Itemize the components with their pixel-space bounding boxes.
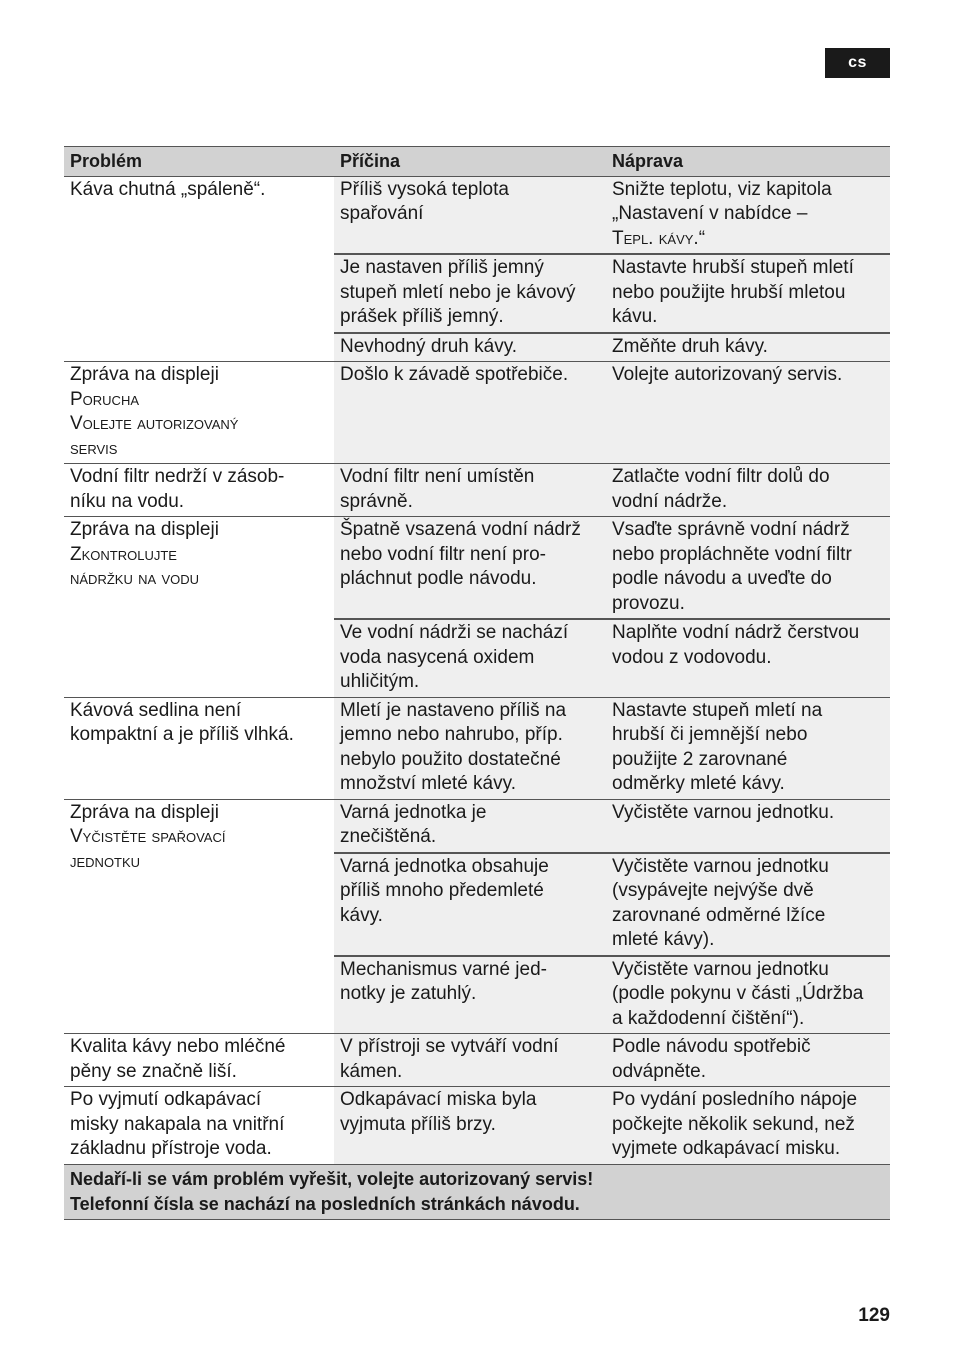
fix-cell: Vyčistěte varnou jednotku. (606, 799, 890, 853)
problem-cell: Kávová sedlina není kompaktní a je příliš vlhká. (64, 697, 334, 799)
problem-text: Zpráva na displeji (70, 801, 219, 823)
problem-text: Zpráva na displeji (70, 519, 219, 540)
table-row (64, 362, 890, 464)
table-row (64, 517, 890, 620)
fix-text: Snižte teplotu, viz kapitola „Nastavení v nabídce – (612, 178, 832, 224)
header-fix: Náprava (606, 147, 890, 177)
cause-cell: Vodní filtr není umístěn správně. (334, 464, 606, 517)
fix-cell: Nastavte hrubší stupeň mletí nebo použijte hrubší mletou kávu. (606, 254, 890, 333)
problem-text: Zpráva na displeji (70, 364, 219, 385)
table-row (64, 1087, 890, 1165)
cause-cell: V přístroji se vytváří vodní kámen. (334, 1034, 606, 1087)
cause-cell: Ve vodní nádrži se nachází voda nasycená oxidem uhličitým. (334, 619, 606, 697)
problem-cell (64, 362, 334, 464)
cause-cell: Příliš vysoká teplota spařování (334, 176, 606, 254)
table-row (64, 176, 890, 254)
header-cause: Příčina (334, 147, 606, 177)
page-number: 129 (858, 1305, 890, 1326)
fix-cell: Vyčistěte varnou jednotku (podle pokynu v části „Údržba a každodenní čištění“). (606, 956, 890, 1034)
problem-cell (64, 176, 334, 362)
display-message: Vyčistěte spařovací jednotku (70, 826, 226, 872)
fix-cell: Zatlačte vodní filtr dolů do vodní nádrže. (606, 464, 890, 517)
cause-cell: Došlo k závadě spotřebiče. (334, 362, 606, 464)
cause-cell: Varná jednotka obsahuje příliš mnoho předemleté kávy. (334, 853, 606, 956)
service-note: Nedaří-li se vám problém vyřešit, volejte autorizovaný servis! Telefonní čísla se nachází na posledních stránkách návodu. (64, 1164, 890, 1219)
fix-cell: Vsaďte správně vodní nádrž nebo propláchněte vodní filtr podle návodu a uveďte do provozu. (606, 517, 890, 620)
table-body (64, 176, 890, 1219)
problem-text: Káva chutná „spáleně“. (70, 178, 266, 200)
fix-menu-term: Tepl. kávy. (612, 227, 699, 249)
display-message: Porucha Volejte autorizovaný servis (70, 388, 239, 459)
fix-cell: Volejte autorizovaný servis. (606, 362, 890, 464)
table-row (64, 799, 890, 853)
problem-cell: Vodní filtr nedrží v zásob- níku na vodu. (64, 464, 334, 517)
display-message: Zkontrolujte nádržku na vodu (70, 543, 200, 589)
problem-cell (64, 517, 334, 698)
fix-cell: Podle návodu spotřebič odvápněte. (606, 1034, 890, 1087)
cause-cell: Nevhodný druh kávy. (334, 333, 606, 362)
table-footer-row (64, 1164, 890, 1219)
fix-cell: Vyčistěte varnou jednotku (vsypávejte nejvýše dvě zarovnané odměrné lžíce mleté kávy). (606, 853, 890, 956)
fix-cell: Nastavte stupeň mletí na hrubší či jemnější nebo použijte 2 zarovnané odměrky mleté kávy. (606, 697, 890, 799)
cause-cell: Mletí je nastaveno příliš na jemno nebo nahrubo, příp. nebylo použito dostatečné množství mleté kávy. (334, 697, 606, 799)
cause-cell: Je nastaven příliš jemný stupeň mletí nebo je kávový prášek příliš jemný. (334, 254, 606, 333)
problem-cell (64, 799, 334, 1034)
cause-cell: Mechanismus varné jed- notky je zatuhlý. (334, 956, 606, 1034)
header-problem: Problém (64, 147, 334, 177)
fix-text-closing: “ (698, 227, 706, 249)
cause-cell: Špatně vsazená vodní nádrž nebo vodní filtr není pro- pláchnut podle návodu. (334, 517, 606, 620)
troubleshooting-table (64, 146, 890, 1220)
table-row (64, 697, 890, 799)
cause-cell: Varná jednotka je znečištěná. (334, 799, 606, 853)
cause-cell: Odkapávací miska byla vyjmuta příliš brzy. (334, 1087, 606, 1165)
table-row (64, 464, 890, 517)
fix-cell: Po vydání posledního nápoje počkejte několik sekund, než vyjmete odkapávací misku. (606, 1087, 890, 1165)
fix-cell (606, 176, 890, 254)
problem-cell: Kvalita kávy nebo mléčné pěny se značně liší. (64, 1034, 334, 1087)
fix-cell: Naplňte vodní nádrž čerstvou vodou z vodovodu. (606, 619, 890, 697)
language-badge: cs (825, 48, 890, 78)
problem-cell: Po vyjmutí odkapávací misky nakapala na vnitřní základnu přístroje voda. (64, 1087, 334, 1165)
table-row (64, 1034, 890, 1087)
fix-cell: Změňte druh kávy. (606, 333, 890, 362)
table-header-row (64, 147, 890, 177)
